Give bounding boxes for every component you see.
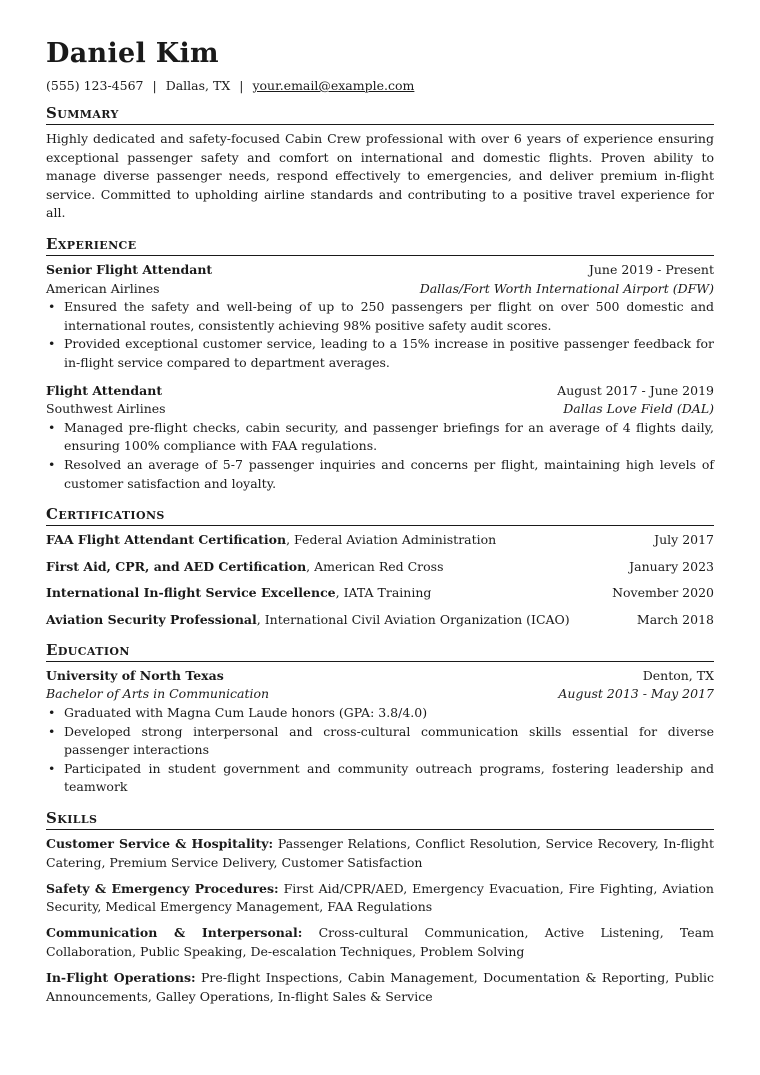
education-bullets [46,704,714,797]
certification-text [46,558,444,576]
section-title-certifications: Certifications [46,505,714,526]
certification-issuer: , American Red Cross [306,558,444,574]
list-item: • Ensured the safety and well-being of up to 250 passengers per flight on over 500 domestic and international routes, consistently achieving 98% positive safety audit scores. [64,298,714,335]
job-role: Senior Flight Attendant [46,261,213,277]
list-item: • Managed pre-flight checks, cabin security, and passenger briefings for an average of 4 flights daily, ensuring 100% compliance with FAA regulations. [64,419,714,456]
section-title-summary: Summary [46,104,714,125]
school-name: University of North Texas [46,667,224,683]
list-item: • Provided exceptional customer service, leading to a 15% increase in positive passenger feedback for in-flight service compared to department averages. [64,335,714,372]
email-link[interactable]: your.email@example.com [252,78,415,93]
skill-label: In-Flight Operations: [46,970,196,986]
job-location: Dallas Love Field (DAL) [563,401,714,417]
skill-group [46,969,714,1006]
job-dates: August 2017 - June 2019 [557,382,714,398]
candidate-name: Daniel Kim [46,38,219,69]
education-subheader [46,685,714,704]
certification-date: November 2020 [612,585,714,601]
certification-issuer: , Federal Aviation Administration [286,532,497,548]
job-subheader [46,280,714,299]
skill-group [46,880,714,917]
job-subheader [46,400,714,419]
certification-item [46,611,714,629]
job-entry [46,261,714,373]
job-company: American Airlines [46,280,160,296]
skill-label: Communication & Interpersonal: [46,925,303,941]
certification-date: January 2023 [629,558,714,574]
certification-name: International In-flight Service Excellence [46,585,336,601]
list-item: • Participated in student government and community outreach programs, fostering leadership and teamwork [64,760,714,797]
skill-group [46,835,714,872]
job-dates: June 2019 - Present [588,261,714,277]
education-dates: August 2013 - May 2017 [558,686,714,702]
skill-list: Passenger Relations, Conflict Resolution, Service Recovery, In-flight Catering, Premium Service Delivery, Customer Satisfaction [46,836,714,870]
certification-name: First Aid, CPR, and AED Certification [46,558,307,574]
job-bullets [46,298,714,372]
summary-text: Highly dedicated and safety-focused Cabin Crew professional with over 6 years of experience ensuring exceptional passenger safety and comfort on international and domestic flights. Proven ability to manage diverse passenger needs, respond effectively to emergencies, and deliver premium in-flight service. Committed to upholding airline standards and contributing to a positive travel experience for all. [46,131,714,221]
certification-text [46,584,431,602]
contact-line [46,77,714,94]
certification-item [46,584,714,602]
certification-text [46,611,570,629]
job-location: Dallas/Fort Worth International Airport (DFW) [419,280,714,296]
list-item: • Developed strong interpersonal and cross-cultural communication skills essential for diverse passenger interactions [64,723,714,760]
skill-group [46,924,714,961]
skill-list: Pre-flight Inspections, Cabin Management, Documentation & Reporting, Public Announcements, Galley Operations, In-flight Sales & Service [46,970,714,1004]
list-item: • Graduated with Magna Cum Laude honors (GPA: 3.8/4.0) [64,704,714,723]
job-company: Southwest Airlines [46,401,166,417]
location: Dallas, TX [165,78,231,93]
skill-label: Safety & Emergency Procedures: [46,880,279,896]
separator: | [239,78,244,93]
certification-date: March 2018 [636,611,714,627]
certification-name: FAA Flight Attendant Certification [46,532,287,548]
skill-list: Cross-cultural Communication, Active Listening, Team Collaboration, Public Speaking, De-escalation Techniques, Problem Solving [46,925,714,959]
job-bullets [46,419,714,493]
certification-text [46,531,496,549]
certification-issuer: , IATA Training [335,585,432,601]
job-header [46,382,714,401]
skill-list: First Aid/CPR/AED, Emergency Evacuation, Fire Fighting, Aviation Security, Medical Emergency Management, FAA Regulations [46,880,714,915]
certification-item [46,558,714,576]
education-entry [46,667,714,797]
list-item: • Resolved an average of 5-7 passenger inquiries and concerns per flight, maintaining high levels of customer satisfaction and loyalty. [64,456,714,493]
degree: Bachelor of Arts in Communication [46,686,270,702]
job-role: Flight Attendant [46,382,163,398]
certification-item [46,531,714,549]
certification-date: July 2017 [654,532,714,548]
certification-issuer: , International Civil Aviation Organization (ICAO) [256,611,570,627]
section-title-education: Education [46,641,714,662]
education-header [46,667,714,686]
job-entry [46,382,714,494]
skill-label: Customer Service & Hospitality: [46,836,274,852]
section-title-experience: Experience [46,235,714,256]
separator: | [152,78,157,93]
certification-name: Aviation Security Professional [46,611,257,627]
section-title-skills: Skills [46,809,714,830]
job-header [46,261,714,280]
phone: (555) 123-4567 [46,78,144,93]
school-location: Denton, TX [642,667,714,683]
